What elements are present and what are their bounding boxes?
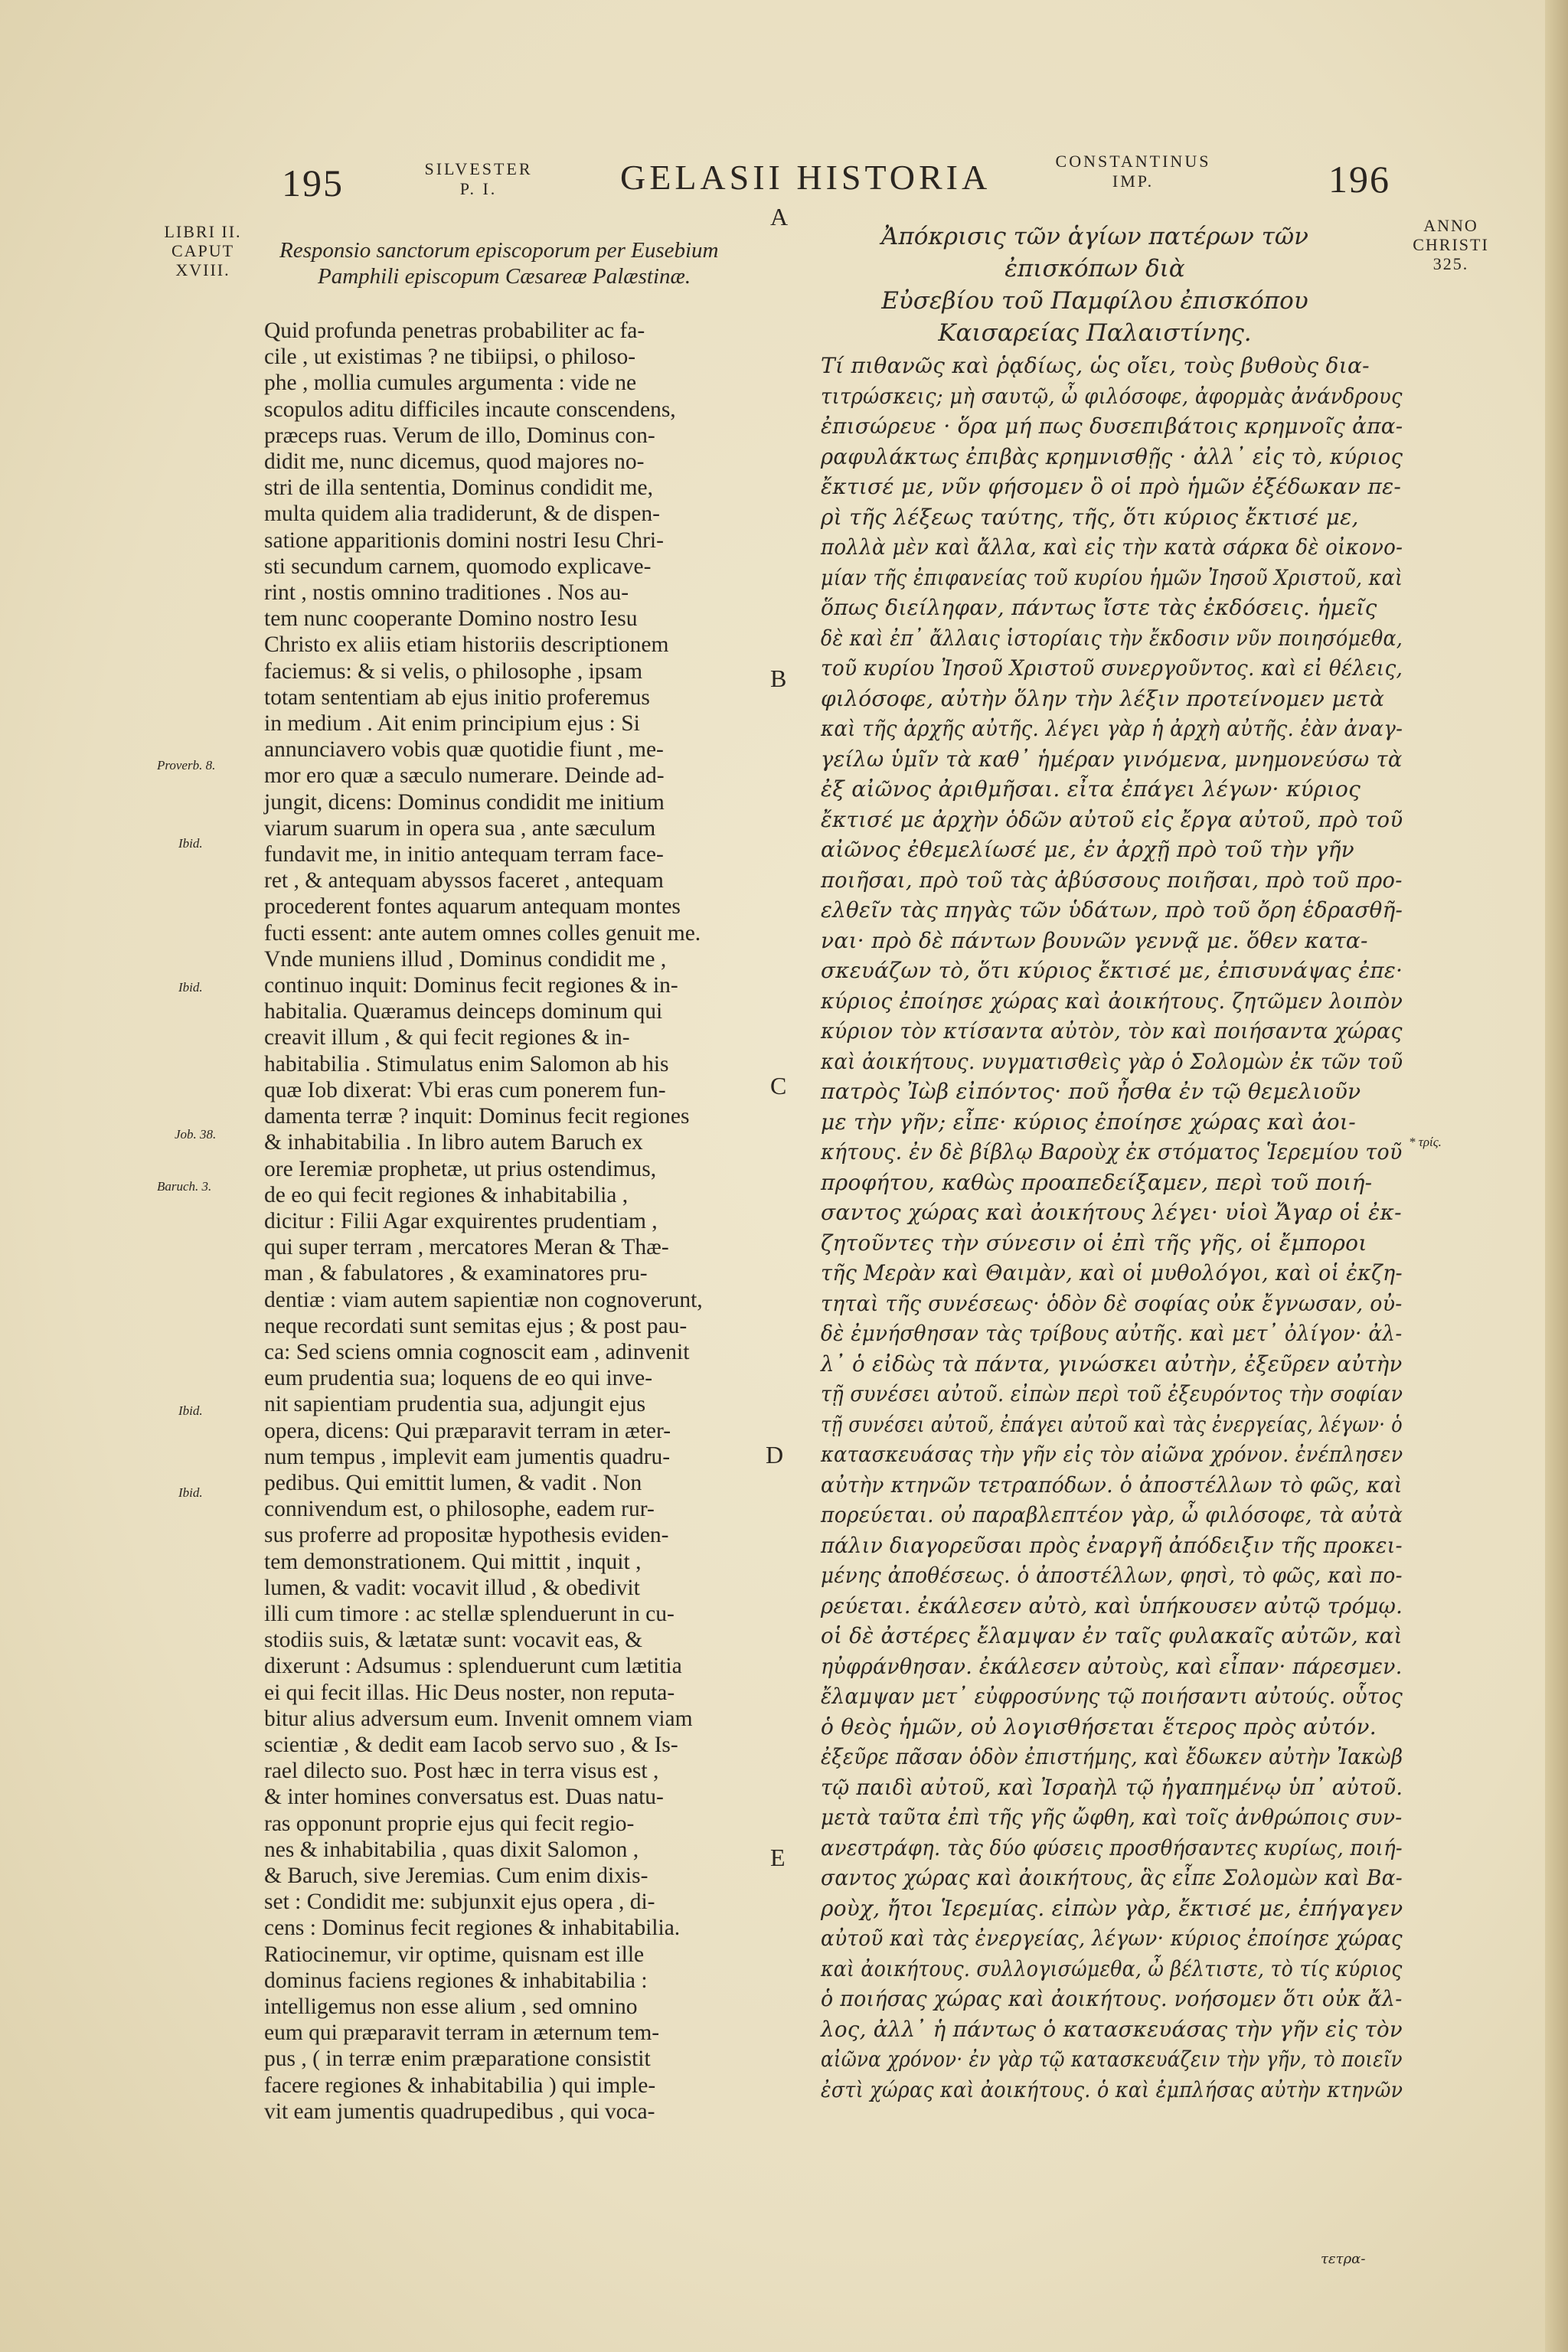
left-page-number: 195 [282,162,344,204]
greek-text-line: ἔκτισέ με, νῦν φήσομεν ὃ οἱ πρὸ ἡμῶν ἐξέδωκαν πε- [821,474,1402,499]
latin-text-line: ret , & antequam abyssos faceret , antequam [264,868,664,893]
greek-text-line: σκευάζων τὸ, ὅτι κύριος ἔκτισέ με, ἐπισυνάψας ἐπε· [821,958,1403,983]
latin-text-line: & inter homines conversatus est. Duas natu- [264,1785,664,1810]
greek-text-line: τῇ συνέσει αὐτοῦ, ἐπάγει αὐτοῦ καὶ τὰς ἐνεργείας, λέγων· ὁ [821,1411,1403,1437]
greek-text-line: Τί πιθανῶς καὶ ῥᾳδίως, ὡς οἴει, τοὺς βυθοὺς δια- [821,353,1370,378]
greek-text-line: ὅπως διείληφαν, πάντως ἴστε τὰς ἐκδόσεις. ἡμεῖς [821,595,1377,620]
greek-text-line: κατασκευάσας τὴν γῆν εἰς τὸν αἰῶνα χρόνον. ἐνέπλησεν [821,1442,1403,1467]
greek-text-line: αἰῶνος ἐθεμελίωσέ με, ἐν ἀρχῇ πρὸ τοῦ τὴν γῆν [821,837,1354,862]
greek-text-line: ἐξ αἰῶνος ἀριθμῆσαι. εἶτα ἐπάγει λέγων· κύριος [821,776,1361,802]
right-running-head: CONSTANTINUS IMP. [1055,152,1211,191]
right-margin-note: * τρίς. [1409,1135,1442,1149]
latin-heading-line: Responsio sanctorum episcoporum per Eusebium [279,238,719,263]
latin-text-line: nes & inhabitabilia , quas dixit Salomon , [264,1837,639,1862]
latin-text-line: sus proferre ad propositæ hypothesis eviden- [264,1523,669,1548]
page-title: GELASII HISTORIA [620,158,991,197]
greek-text-line: αὐτοῦ καὶ τὰς ἐνεργείας, λέγων· κύριος ἐποίησε χώρας [821,1926,1403,1951]
greek-text-line: ηὐφράνθησαν. ἐκάλεσεν αὐτοὺς, καὶ εἶπαν· πάρεσμεν. [821,1653,1403,1679]
greek-text-line: ανεστράφη. τὰς δύο φύσεις προσθήσαντες κυρίως, ποιή- [821,1834,1403,1860]
greek-text-line: ελθεῖν τὰς πηγὰς τῶν ὑδάτων, πρὸ τοῦ ὄρη ἑδρασθῆ- [821,897,1403,923]
greek-text-line: φιλόσοφε, αὐτὴν ὅλην τὴν λέξιν προτείνομεν μετὰ [821,685,1385,711]
latin-text-line: dentiæ : viam autem sapientiæ non cognoverunt, [264,1287,703,1312]
latin-text-line: annunciavero vobis quæ quotidie fiunt , me- [264,737,664,763]
left-running-head: SILVESTER P. I. [424,159,533,198]
latin-text-line: & Baruch, sive Jeremias. Cum enim dixis- [264,1863,648,1888]
margin-note: Proverb. 8. [157,758,216,773]
latin-text-line: ras opponunt proprie ejus qui fecit regio- [264,1811,635,1836]
greek-text-line: τῇ συνέσει αὐτοῦ. εἰπὼν περὶ τοῦ ἐξευρόντος τὴν σοφίαν [821,1381,1403,1406]
latin-text-line: ca: Sed sciens omnia cognoscit eam , adinvenit [264,1339,690,1364]
latin-text-line: jungit, dicens: Dominus condidit me initium [264,789,665,815]
greek-heading-line: Καισαρείας Παλαιστίνης. [938,319,1252,347]
latin-text-line: dominus faciens regiones & inhabitabilia : [264,1968,648,1993]
margin-note: Ibid. [178,980,203,995]
latin-text-line: didit me, nunc dicemus, quod majores no- [264,449,645,475]
greek-text-line: τηταὶ τῆς συνέσεως· ὁδὸν δὲ σοφίας οὐκ ἔγνωσαν, οὐ- [821,1290,1403,1316]
greek-text-line: πατρὸς Ἰὼβ εἰπόντος· ποῦ ἦσθα ἐν τῷ θεμελιοῦν [821,1079,1361,1104]
margin-note: Ibid. [178,1485,203,1500]
latin-text-line: phe , mollia cumules argumenta : vide ne [264,371,637,396]
margin-letter: B [770,665,787,692]
latin-text-line: procederent fontes aquarum antequam montes [264,894,681,920]
latin-text-line: man , & fabulatores , & examinatores pru- [264,1261,648,1286]
latin-heading-line: Pamphili episcopum Cæsareæ Palæstinæ. [318,264,691,289]
latin-text-line: Vnde muniens illud , Dominus condidit me , [264,946,667,972]
latin-text-line: & inhabitabilia . In libro autem Baruch ex [264,1130,643,1155]
latin-text-line: dixerunt : Adsumus : splenduerunt cum lætitia [264,1654,682,1679]
latin-text-line: fucti essent: ante autem omnes colles genuit me. [264,920,701,946]
greek-text-line: τιτρώσκεις; μὴ σαυτῷ, ὦ φιλόσοφε, ἀφορμὰς ἀνάνδρους [821,383,1403,409]
greek-text-line: πορεύεται. οὐ παραβλεπτέον γὰρ, ὦ φιλόσοφε, τὰ αὐτὰ [821,1502,1403,1527]
greek-text-line: ροὺχ, ἤτοι Ἱερεμίας. εἰπὼν γὰρ, ἔκτισέ με, ἐπήγαγεν [821,1895,1403,1921]
margin-letter: A [770,203,789,230]
latin-text-line: cens : Dominus fecit regiones & inhabitabilia. [264,1916,681,1941]
latin-text-line: viarum suarum in opera sua , ante sæculum [264,815,656,841]
latin-text-line: ei qui fecit illas. Hic Deus noster, non reputa- [264,1680,675,1705]
greek-text-line: σαντος χώρας καὶ ἀοικήτους, ἃς εἶπε Σολομὼν καὶ Βα- [821,1865,1403,1890]
latin-text-line: rint , nostis omnino traditiones . Nos au- [264,580,629,606]
greek-text-line: αὐτὴν κτηνῶν τετραπόδων. ὁ ἀποστέλλων τὸ φῶς, καὶ [821,1472,1403,1498]
latin-text-line: pedibus. Qui emittit lumen, & vadit . Non [264,1470,642,1495]
margin-letter: D [766,1441,784,1468]
latin-text-line: quæ Iob dixerat: Vbi eras cum ponerem fun- [264,1077,666,1102]
greek-text-line: δὲ ἐμνήσθησαν τὰς τρίβους αὐτῆς. καὶ μετ᾽ ὀλίγον· ἀλ- [821,1321,1403,1346]
greek-text-line: κύριον τὸν κτίσαντα αὐτὸν, τὸν καὶ ποιήσαντα χώρας [821,1018,1403,1044]
greek-text-line: ρὶ τῆς λέξεως ταύτης, τῆς, ὅτι κύριος ἔκτισέ με, [821,504,1359,530]
latin-text-line: faciemus: & si velis, o philosophe , ipsam [264,658,643,684]
greek-text-line: με τὴν γῆν; εἶπε· κύριος ἐποίησε χώρας καὶ ἀοι- [821,1109,1356,1135]
latin-column [264,318,758,2125]
latin-text-line: intelligemus non esse alium , sed omnino [264,1994,638,2019]
latin-text-line: Ratiocinemur, vir optime, quisnam est ille [264,1942,645,1967]
greek-text-line: μένης ἀποθέσεως. ὁ ἀποστέλλων, φησὶ, τὸ φῶς, καὶ πο- [821,1563,1403,1588]
latin-text-line: multa quidem alia tradiderunt, & de dispen- [264,501,660,527]
greek-text-line: κύριος ἐποίησε χώρας καὶ ἀοικήτους. ζητῶμεν λοιπὸν [821,988,1403,1014]
latin-text-line: scopulos aditu difficiles incaute conscendens, [264,397,676,422]
greek-text-line: πολλὰ μὲν καὶ ἄλλα, καὶ εἰς τὴν κατὰ σάρκα δὲ οἰκονο- [821,534,1403,560]
latin-text-line: habitabilia . Stimulatus enim Salomon ab his [264,1051,669,1076]
latin-text-line: Quid profunda penetras probabiliter ac fa- [264,318,645,343]
latin-text-line: lumen, & vadit: vocavit illud , & obedivit [264,1575,640,1600]
greek-text-line: σαντος χώρας καὶ ἀοικήτους λέγει· υἱοὶ Ἄγαρ οἱ ἐκ- [821,1200,1402,1225]
latin-text-line: pus , ( in terræ enim præparatione consistit [264,2047,651,2072]
latin-text-line: bitur alius adversum eum. Invenit omnem viam [264,1706,693,1731]
right-page-number: 196 [1328,158,1390,201]
greek-text-line: ἔκτισέ με ἀρχὴν ὁδῶν αὐτοῦ εἰς ἔργα αὐτοῦ, πρὸ τοῦ [821,806,1403,832]
greek-text-line: ραφυλάκτως ἐπιβὰς κρημνισθῇς · ἀλλ᾽ εἰς τὸ, κύριος [821,443,1403,469]
greek-text-line: ὁ ποιήσας χώρας καὶ ἀοικήτους. νοήσομεν ὅτι οὐκ ἄλ- [821,1986,1403,2011]
greek-text-line: ἐξεῦρε πᾶσαν ὁδὸν ἐπιστήμης, καὶ ἔδωκεν αὐτὴν Ἰακὼβ [821,1744,1403,1769]
greek-text-line: ρεύεται. ἐκάλεσεν αὐτὸ, καὶ ὑπήκουσεν αὐτῷ τρόμῳ. [821,1592,1403,1619]
latin-text-line: mor ero quæ a sæculo numerare. Deinde ad- [264,763,665,789]
greek-text-line: πάλιν διαγορεῦσαι πρὸς ἐναργῆ ἀπόδειξιν τῆς προκει- [821,1532,1403,1558]
latin-text-line: totam sententiam ab ejus initio proferemus [264,684,650,710]
latin-text-line: eum prudentia sua; loquens de eo qui inve- [264,1366,653,1391]
latin-text-line: de eo qui fecit regiones & inhabitabilia , [264,1182,629,1207]
margin-letter: E [770,1844,786,1871]
margin-note: Baruch. 3. [157,1179,212,1194]
latin-text-line: num tempus , implevit eam jumentis quadru- [264,1444,671,1469]
latin-text-line: opera, dicens: Qui præparavit terram in æter- [264,1418,671,1443]
greek-text-line: λ᾽ ὁ εἰδὼς τὰ πάντα, γινώσκει αὐτὴν, ἐξεῦρεν αὐτὴν [821,1351,1403,1377]
latin-text-line: fundavit me, in initio antequam terram face- [264,842,664,867]
book-chapter-label: LIBRI II. CAPUT XVIII. [164,222,242,279]
catchword: τετρα- [1321,2251,1366,2267]
greek-text-line: καὶ ἀοικήτους. συλλογισώμεθα, ὦ βέλτιστε, τὸ τίς κύριος [821,1955,1403,1981]
greek-text-line: ἐπισώρευε · ὅρα μή πως δυσεπιβάτοις κρημνοῖς ἀπα- [821,413,1403,439]
latin-text-line: Christo ex aliis etiam historiis descriptionem [264,632,669,658]
greek-text-line: τῆς Μερὰν καὶ Θαιμὰν, καὶ οἱ μυθολόγοι, καὶ οἱ ἐκζη- [821,1260,1403,1285]
latin-text-line: sti secundum carnem, quomodo explicave- [264,554,652,579]
greek-text-line: προφήτου, καθὼς προαπεδείξαμεν, περὶ τοῦ ποιή- [821,1169,1373,1195]
greek-text-line: καὶ ἀοικήτους. νυγματισθεὶς γὰρ ὁ Σολομὼν ἐκ τῶν τοῦ [821,1048,1403,1074]
latin-text-line: connivendum est, o philosophe, eadem rur- [264,1497,655,1522]
greek-text-line: αἰῶνα χρόνον· ἐν γὰρ τῷ κατασκευάζειν τὴν γῆν, τὸ ποιεῖν [821,2047,1403,2072]
greek-text-line: τῷ παιδὶ αὐτοῦ, καὶ Ἰσραὴλ τῷ ἠγαπημένῳ ὑπ᾽ αὐτοῦ. [821,1774,1403,1800]
latin-text-line: qui super terram , mercatores Meran & Thæ- [264,1235,669,1260]
greek-column [821,351,1403,2105]
greek-text-line: τοῦ κυρίου Ἰησοῦ Χριστοῦ συνεργοῦντος. καὶ εἰ θέλεις, [821,655,1403,681]
latin-text-line: habitalia. Quæramus deinceps dominum qui [264,999,663,1024]
latin-text-line: eum qui præparavit terram in æternum tem- [264,2020,660,2046]
latin-text-line: rael dilecto suo. Post hæc in terra visus est , [264,1759,659,1784]
greek-text-line: δὲ καὶ ἐπ᾽ ἄλλαις ἱστορίαις τὴν ἔκδοσιν νῦν ποιησόμεθα, [821,625,1403,651]
page-edge [1545,0,1568,2352]
latin-text-line: tem nunc cooperante Domino nostro Iesu [264,606,638,632]
latin-text-line: neque recordati sunt semitas ejus ; & post pau- [264,1313,688,1338]
greek-text-line: οἱ δὲ ἀστέρες ἔλαμψαν ἐν ταῖς φυλακαῖς αὐτῶν, καὶ [821,1623,1403,1648]
year-label: ANNO CHRISTI 325. [1413,216,1489,273]
latin-text-line: set : Condidit me: subjunxit ejus opera , di- [264,1890,655,1915]
latin-text-line: in medium . Ait enim principium ejus : Si [264,711,640,737]
latin-text-line: creavit illum , & qui fecit regiones & in- [264,1025,630,1050]
greek-heading-line: Εὐσεβίου τοῦ Παμφίλου ἐπισκόπου [881,287,1308,315]
greek-text-line: ζητοῦντες τὴν σύνεσιν οἱ ἐπὶ τῆς γῆς, οἱ ἔμποροι [821,1230,1367,1256]
latin-text-line: damenta terræ ? inquit: Dominus fecit regiones [264,1104,690,1129]
latin-text-line: continuo inquit: Dominus fecit regiones & in- [264,973,678,998]
latin-text-line: stodiis suis, & lætatæ sunt: vocavit eas, & [264,1628,643,1653]
latin-text-line: facere regiones & inhabitabilia ) qui imple- [264,2073,656,2098]
greek-text-line: ἐστὶ χώρας καὶ ἀοικήτους. ὁ καὶ ἐμπλήσας αὐτὴν κτηνῶν [821,2076,1403,2102]
greek-text-line: ὁ θεὸς ἡμῶν, οὐ λογισθήσεται ἕτερος πρὸς αὐτόν. [821,1713,1377,1740]
latin-text-line: stri de illa sententia, Dominus condidit me, [264,475,653,501]
greek-heading [812,220,1378,349]
latin-text-line: cile , ut existimas ? ne tibiipsi, o philoso- [264,345,636,370]
greek-text-line: καὶ τῆς ἀρχῆς αὐτῆς. λέγει γὰρ ἡ ἀρχὴ αὐτῆς. ἐὰν ἀναγ- [821,716,1403,741]
margin-note: Job. 38. [175,1127,217,1142]
latin-text-line: dicitur : Filii Agar exquirentes prudentiam , [264,1208,658,1233]
margin-note: Ibid. [178,1403,203,1418]
greek-text-line: κήτους. ἐν δὲ βίβλῳ Βαροὺχ ἐκ στόματος Ἱερεμίου τοῦ [821,1139,1403,1165]
greek-text-line: ναι· πρὸ δὲ πάντων βουνῶν γεννᾷ με. ὅθεν κατα- [821,927,1368,953]
greek-text-line: λος, ἀλλ᾽ ἡ πάντως ὁ κατασκευάσας τὴν γῆν εἰς τὸν [821,2016,1403,2042]
greek-heading-line: Ἀπόκρισις τῶν ἁγίων πατέρων τῶν ἐπισκόπων διὰ [881,223,1308,283]
latin-text-line: illi cum timore : ac stellæ splenduerunt in cu- [264,1601,675,1626]
greek-text-line: ἔλαμψαν μετ᾽ εὐφροσύνης τῷ ποιήσαντι αὐτούς. οὗτος [821,1684,1403,1709]
latin-text-line: scientiæ , & dedit eam Iacob servo suo , & Is- [264,1732,678,1757]
margin-note: Ibid. [178,836,203,851]
latin-heading [279,237,769,289]
latin-text-line: tem demonstrationem. Qui mittit , inquit , [264,1549,642,1574]
greek-text-line: μίαν τῆς ἐπιφανείας τοῦ κυρίου ἡμῶν Ἰησοῦ Χριστοῦ, καὶ [821,564,1403,590]
greek-text-line: μετὰ ταῦτα ἐπὶ τῆς γῆς ὤφθη, καὶ τοῖς ἀνθρώποις συν- [821,1805,1403,1830]
margin-letter: C [770,1072,787,1099]
latin-text-line: ore Ieremiæ prophetæ, ut prius ostendimus, [264,1156,657,1181]
greek-text-line: γείλω ὑμῖν τὰ καθ᾽ ἡμέραν γινόμενα, μνημονεύσω τὰ [821,746,1403,772]
latin-text-line: vit eam jumentis quadrupedibus , qui voca- [264,2099,655,2124]
latin-text-line: satione apparitionis domini nostri Iesu Chri- [264,528,664,553]
greek-text-line: ποιῆσαι, πρὸ τοῦ τὰς ἀβύσσους ποιῆσαι, πρὸ τοῦ προ- [821,867,1403,893]
latin-text-line: præceps ruas. Verum de illo, Dominus con- [264,423,655,448]
latin-text-line: nit sapientiam prudentia sua, adjungit ejus [264,1392,646,1417]
